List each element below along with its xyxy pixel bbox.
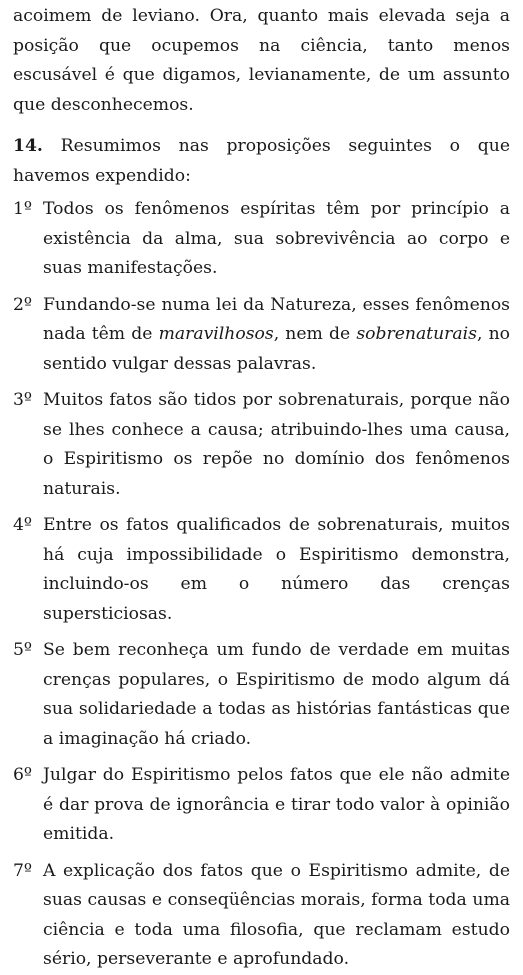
item-number: 1º (13, 199, 33, 219)
item-number: 6º (13, 765, 33, 785)
document-page (13, 0, 510, 975)
list-item (13, 636, 510, 754)
item-text: Muitos fatos são tidos por sobrenaturais, porque não se lhes conhece a causa; atribuindo-lhes uma causa, o Espiritismo os repõe no domínio dos fenômenos naturais. (43, 390, 510, 499)
list-item (13, 386, 510, 504)
item-number: 7º (13, 860, 33, 881)
emphasis-sobrenaturais: sobrenaturais (356, 324, 477, 344)
section-14-paragraph (13, 132, 510, 191)
item-text: Fundando-se numa lei da Natureza, esses fenômenos nada têm de maravilhosos, nem de sobrenaturais, no sentido vulgar dessas palavras. (43, 294, 510, 374)
list-item (13, 195, 510, 284)
item-text: Se bem reconheça um fundo de verdade em muitas crenças populares, o Espiritismo de modo algum dá sua solidariedade a todas as histórias fantásticas que a imaginação há criado. (43, 640, 510, 749)
intro-paragraph: acoimem de leviano. Ora, quanto mais elevada seja a posição que ocupemos na ciência, tanto menos escusável é que digamos, levianamente, de um assunto que desconhecemos. (13, 6, 510, 115)
list-item (13, 857, 510, 975)
item-text: Entre os fatos qualificados de sobrenaturais, muitos há cuja impossibilidade o Espiritismo demonstra, incluindo-os em o número das crenças supersticiosas. (43, 515, 510, 624)
emphasis-maravilhosos: maravilhosos (158, 324, 274, 344)
item-number: 4º (13, 515, 33, 535)
section-number: 14. (13, 136, 43, 156)
item-text: Todos os fenômenos espíritas têm por princípio a existência da alma, sua sobrevivência ao corpo e suas manifestações. (43, 199, 510, 278)
section-14-text: Resumimos nas proposições seguintes o que havemos expendido: (13, 136, 510, 186)
item-number: 5º (13, 640, 33, 660)
item-number: 3º (13, 390, 33, 410)
item-number: 2º (13, 294, 33, 315)
list-item (13, 761, 510, 850)
item-text: Julgar do Espiritismo pelos fatos que ele não admite é dar prova de ignorância e tirar todo valor à opinião emitida. (43, 765, 510, 844)
list-item (13, 511, 510, 629)
item-text: A explicação dos fatos que o Espiritismo admite, de suas causas e conseqüências morais, forma toda uma ciência e toda uma filosofia, que reclamam estudo sério, perseverante e aprofundado. (43, 860, 510, 969)
list-item (13, 291, 510, 380)
